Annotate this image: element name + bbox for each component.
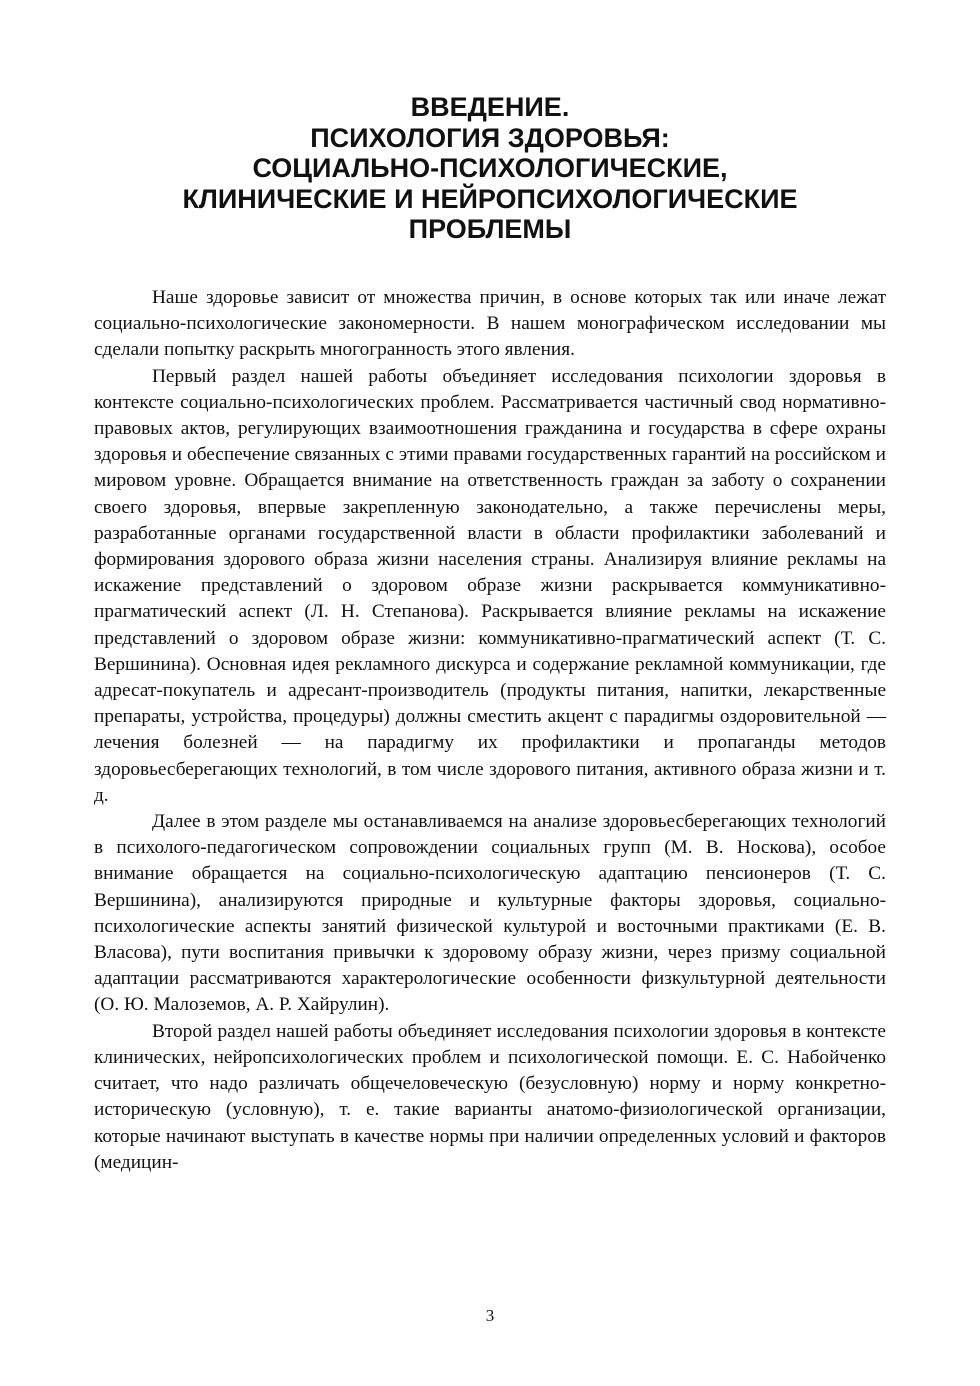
- title-line: КЛИНИЧЕСКИЕ И НЕЙРОПСИХОЛОГИЧЕСКИЕ: [182, 183, 798, 214]
- title-line: ПСИХОЛОГИЯ ЗДОРОВЬЯ:: [310, 122, 670, 153]
- body-text: [94, 285, 886, 1176]
- page-number: 3: [485, 1306, 495, 1325]
- chapter-title: [94, 92, 886, 245]
- title-line: ВВЕДЕНИЕ.: [410, 92, 570, 122]
- paragraph: Первый раздел нашей работы объединяет исследования психологии здоровья в контексте социально-психологических проблем. Рассматривается частичный свод нормативно-правовых актов, регулирующих взаимоотношения гражданина и государства в сфере охраны здоровья и обеспечение связанных с этими правами государственных гарантий на российском и мировом уровне. Обращается внимание на ответственность граждан за заботу о сохранении своего здоровья, впервые закрепленную законодательно, а также перечислены меры, разработанные органами государственной власти в области профилактики заболеваний и формирования здорового образа жизни населения страны. Анализируя влияние рекламы на искажение представлений о здоровом образе жизни раскрывается коммуникативно-прагматический аспект (Л. Н. Степанова). Раскрывается влияние рекламы на искажение представлений о здоровом образе жизни: коммуникативно-прагматический аспект (Т. С. Вершинина). Основная идея рекламного дискурса и содержание рекламной коммуникации, где адресат-покупатель и адресант-производитель (продукты питания, напитки, лекарственные препараты, устройства, процедуры) должны сместить акцент с парадигмы оздоровительной — лечения болезней — на парадигму их профилактики и пропаганды методов здоровьесберегающих технологий, в том числе здорового питания, активного образа жизни и т. д.: [94, 365, 886, 806]
- paragraph: Далее в этом разделе мы останавливаемся на анализе здоровьесберегающих технологий в психолого-педагогическом сопровождении социальных групп (М. В. Носкова), особое внимание обращается на социально-психологическую адаптацию пенсионеров (Т. С. Вершинина), анализируются природные и культурные факторы здоровья, социально-психологические аспекты занятий физической культурой и восточными практиками (Е. В. Власова), пути воспитания привычки к здоровому образу жизни, через призму социальной адаптации рассматриваются характерологические особенности физкультурной деятельности (О. Ю. Малоземов, А. Р. Хайрулин).: [94, 811, 886, 1016]
- title-line: СОЦИАЛЬНО-ПСИХОЛОГИЧЕСКИЕ,: [252, 153, 728, 183]
- paragraph: Второй раздел нашей работы объединяет исследования психологии здоровья в контексте клинических, нейропсихологических проблем и психологической помощи. Е. С. Набойченко считает, что надо различать общечеловеческую (безусловную) норму и норму конкретно-историческую (условную), т. е. такие варианты анатомо-физиологической организации, которые начинают выступать в качестве нормы при наличии определенных условий и факторов (медицин-: [94, 1020, 886, 1173]
- paragraph: Наше здоровье зависит от множества причин, в основе которых так или иначе лежат социально-психологические закономерности. В нашем монографическом исследовании мы сделали попытку раскрыть многогранность этого явления.: [94, 287, 886, 361]
- title-line: ПРОБЛЕМЫ: [408, 214, 572, 244]
